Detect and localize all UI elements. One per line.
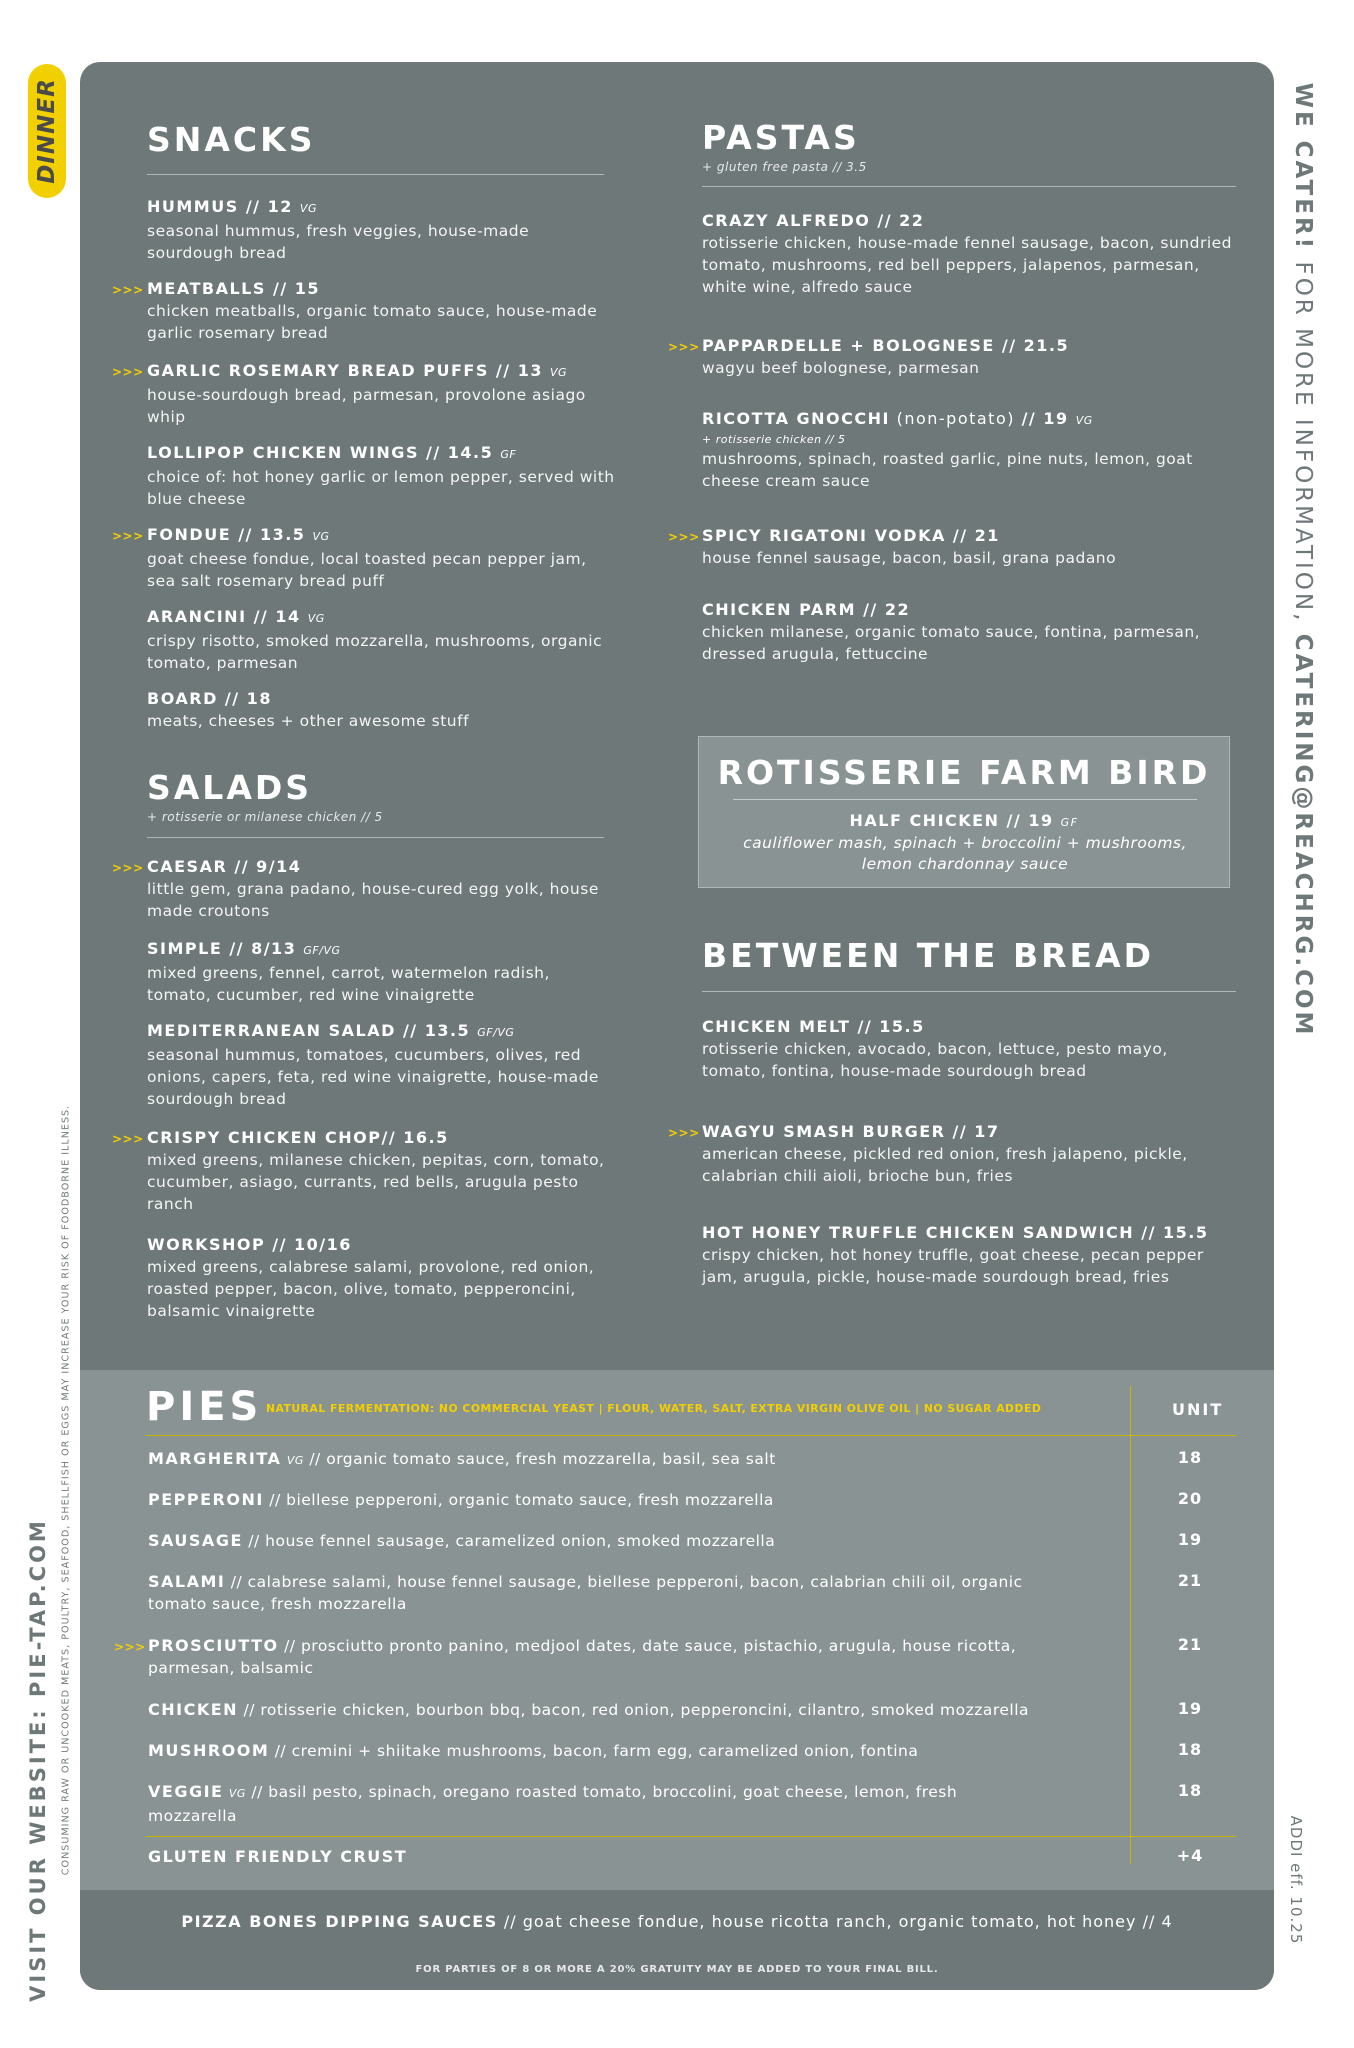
item-name: RICOTTA GNOCCHI [702,409,890,428]
menu-item [702,210,1236,298]
menu-item [147,196,617,264]
pie-desc: // calabrese salami, house fennel sausage, biellese pepperoni, bacon, calabrian chili oil, organic tomato sauce, fresh mozzarella [148,1573,1023,1613]
pie-price: 18 [1177,1448,1203,1467]
salads-rule [147,837,604,838]
rotisserie-box [698,736,1230,888]
footer-panel [80,1890,1274,1990]
pie-desc: // house fennel sausage, caramelized onion, smoked mozzarella [242,1532,776,1550]
pie-price: 20 [1177,1489,1203,1508]
pie-tag: VG [228,1787,246,1800]
item-name: FONDUE // 13.5 [147,525,306,544]
pie-price: 19 [1177,1530,1203,1549]
pie-row [148,1635,1108,1679]
dipping-sauces [80,1912,1274,1931]
featured-arrow: >>> [112,1132,144,1146]
item-tag: GF [500,448,517,461]
pie-name: VEGGIE [148,1782,224,1801]
featured-arrow: >>> [668,530,700,544]
item-tag: VG [299,202,317,215]
pie-desc: // rotisserie chicken, bourbon bbq, bacon, red onion, pepperoncini, cilantro, smoked mozzarella [238,1701,1030,1719]
item-desc: crispy chicken, hot honey truffle, goat cheese, pecan pepper jam, arugula, pickle, house-made sourdough bread, fries [702,1246,1204,1286]
item-desc: mixed greens, milanese chicken, pepitas, corn, tomato, cucumber, asiago, currants, red bells, arugula pesto ranch [147,1151,605,1213]
item-tag: GF/VG [303,944,341,957]
pastas-title: PASTAS [702,118,860,157]
item-desc: goat cheese fondue, local toasted pecan pepper jam, sea salt rosemary bread puff [147,550,587,590]
menu-item [147,524,617,592]
item-name: CAESAR // 9/14 [147,857,302,876]
pastas-note: + gluten free pasta // 3.5 [702,160,867,174]
item-desc: little gem, grana padano, house-cured egg yolk, house made croutons [147,880,599,920]
menu-item [702,599,1236,665]
item-name: LOLLIPOP CHICKEN WINGS // 14.5 [147,443,494,462]
item-tag: VG [550,366,568,379]
gluten-row [148,1846,1148,1868]
item-desc: house fennel sausage, bacon, basil, grana padano [702,549,1117,567]
dinner-tab [28,64,66,198]
website-label: VISIT OUR WEBSITE: PIE-TAP.COM [26,1518,50,2002]
menu-item [147,1127,617,1215]
pie-desc: // cremini + shiitake mushrooms, bacon, farm egg, caramelized onion, fontina [269,1742,919,1760]
pie-row [148,1530,1148,1552]
item-name: CHICKEN PARM // 22 [702,600,911,619]
featured-arrow: >>> [112,529,144,543]
item-desc: choice of: hot honey garlic or lemon pepper, served with blue cheese [147,468,615,508]
menu-item [702,1121,1236,1187]
menu-item [147,1234,617,1322]
item-name: SIMPLE // 8/13 [147,939,297,958]
featured-arrow: >>> [112,283,144,297]
pie-desc: // basil pesto, spinach, oregano roasted tomato, broccolini, goat cheese, lemon, fresh mozzarella [148,1783,958,1825]
featured-arrow: >>> [114,1640,146,1654]
menu-item [147,360,617,428]
rotisserie-rule [733,799,1197,800]
menu-item [702,408,1236,492]
gluten-price: +4 [1176,1846,1204,1865]
item-name: PAPPARDELLE + BOLOGNESE // 21.5 [702,336,1070,355]
catering-info [1290,83,1316,1038]
item-price: // 19 [1021,409,1069,428]
pie-name: PEPPERONI [148,1490,264,1509]
featured-arrow: >>> [668,340,700,354]
pastas-rule [702,186,1236,187]
menu-item [702,335,1236,379]
bones-name: PIZZA BONES DIPPING SAUCES [181,1912,498,1931]
item-tag: VG [1075,414,1093,427]
menu-item [147,938,617,1006]
pie-row [148,1489,1148,1511]
version-label: ADDI eff. 10.25 [1287,1815,1305,1945]
menu-card [80,62,1274,1990]
snacks-rule [147,174,604,175]
pie-tag: VG [286,1454,304,1467]
item-name: SPICY RIGATONI VODKA // 21 [702,526,1000,545]
pie-name: PROSCIUTTO [148,1636,279,1655]
menu-item [147,1020,617,1110]
salads-title: SALADS [147,768,313,807]
gratuity-note: FOR PARTIES OF 8 OR MORE A 20% GRATUITY MAY BE ADDED TO YOUR FINAL BILL. [415,1964,939,1975]
item-tag: GF/VG [477,1026,515,1039]
gluten-label: GLUTEN FRIENDLY CRUST [148,1847,408,1866]
cater-mid: FOR MORE INFORMATION, [1290,251,1316,634]
pies-header-rule [146,1435,1236,1436]
rotisserie-tag: GF [1060,816,1079,829]
item-name: ARANCINI // 14 [147,607,301,626]
pie-price: 19 [1177,1699,1203,1718]
item-desc: rotisserie chicken, house-made fennel sausage, bacon, sundried tomato, mushrooms, red bell peppers, jalapenos, parmesan, white wine, alfredo sauce [702,234,1233,296]
featured-arrow: >>> [668,1126,700,1140]
menu-item [702,525,1236,569]
item-desc: meats, cheeses + other awesome stuff [147,712,470,730]
item-name: BOARD // 18 [147,689,272,708]
pies-tagline: NATURAL FERMENTATION: NO COMMERCIAL YEAST | FLOUR, WATER, SALT, EXTRA VIRGIN OLIVE OIL | NO SUGAR ADDED [266,1402,1042,1415]
item-desc: mixed greens, calabrese salami, provolone, red onion, roasted pepper, bacon, olive, tomato, pepperoncini, balsamic vinaigrette [147,1258,595,1320]
pie-price: 21 [1177,1571,1203,1590]
snacks-title: SNACKS [147,120,316,159]
item-name: CRAZY ALFREDO // 22 [702,211,925,230]
menu-item [147,856,617,922]
featured-arrow: >>> [112,861,144,875]
item-desc: chicken meatballs, organic tomato sauce, house-made garlic rosemary bread [147,302,598,342]
item-name: MEATBALLS // 15 [147,279,320,298]
menu-item [147,442,617,510]
menu-item [702,1016,1236,1082]
pie-desc: // organic tomato sauce, fresh mozzarella, basil, sea salt [303,1450,776,1468]
pie-row [148,1571,1048,1615]
item-name: CRISPY CHICKEN CHOP// 16.5 [147,1128,449,1147]
rotisserie-desc: cauliflower mash, spinach + broccolini + mushrooms, lemon chardonnay sauce [743,834,1187,873]
pie-price: 21 [1177,1635,1203,1654]
pie-name: SALAMI [148,1572,226,1591]
pie-name: CHICKEN [148,1700,239,1719]
pie-name: SAUSAGE [148,1531,243,1550]
cater-email: CATERING@REACHRG.COM [1290,633,1316,1038]
pie-row [148,1781,1008,1827]
item-name: MEDITERRANEAN SALAD // 13.5 [147,1021,471,1040]
pie-desc: // biellese pepperoni, organic tomato sauce, fresh mozzarella [263,1491,774,1509]
dinner-tab-label: DINNER [34,78,60,184]
gluten-rule [146,1836,1236,1837]
pie-name: MARGHERITA [148,1449,282,1468]
item-desc: mixed greens, fennel, carrot, watermelon radish, tomato, cucumber, red wine vinaigrette [147,964,550,1004]
pie-desc: // prosciutto pronto panino, medjool dates, date sauce, pistachio, arugula, house ricotta, parmesan, balsamic [148,1637,1017,1677]
item-desc: crispy risotto, smoked mozzarella, mushrooms, organic tomato, parmesan [147,632,603,672]
pie-name: MUSHROOM [148,1741,270,1760]
item-name: GARLIC ROSEMARY BREAD PUFFS // 13 [147,361,543,380]
item-desc: seasonal hummus, fresh veggies, house-made sourdough bread [147,222,530,262]
item-name: HOT HONEY TRUFFLE CHICKEN SANDWICH // 15.5 [702,1223,1209,1242]
pie-row [148,1448,1148,1472]
unit-header: UNIT [1172,1400,1224,1419]
item-paren: (non-potato) [889,409,1022,428]
item-desc: seasonal hummus, tomatoes, cucumbers, olives, red onions, capers, feta, red wine vinaigrette, house-made sourdough bread [147,1046,599,1108]
item-desc: house-sourdough bread, parmesan, provolone asiago whip [147,386,586,426]
item-desc: rotisserie chicken, avocado, bacon, lettuce, pesto mayo, tomato, fontina, house-made sourdough bread [702,1040,1168,1080]
pies-title: PIES [146,1384,263,1430]
menu-item [147,606,617,674]
pie-price: 18 [1177,1740,1203,1759]
rotisserie-item-name: HALF CHICKEN // 19 [849,811,1054,830]
rotisserie-title: ROTISSERIE FARM BIRD [717,753,1211,792]
item-name: WORKSHOP // 10/16 [147,1235,352,1254]
bread-title: BETWEEN THE BREAD [702,936,1154,975]
bread-rule [702,991,1236,992]
salads-note: + rotisserie or milanese chicken // 5 [147,810,383,824]
item-tag: VG [312,530,330,543]
item-tag: VG [307,612,325,625]
item-desc: wagyu beef bolognese, parmesan [702,359,980,377]
item-sub: + rotisserie chicken // 5 [702,433,846,446]
pie-row [148,1740,1148,1762]
pie-row [148,1699,1148,1721]
menu-item [702,1222,1236,1288]
menu-item [147,278,617,344]
item-desc: mushrooms, spinach, roasted garlic, pine nuts, lemon, goat cheese cream sauce [702,450,1193,490]
menu-item [147,688,617,732]
featured-arrow: >>> [112,365,144,379]
item-name: HUMMUS // 12 [147,197,293,216]
item-desc: chicken milanese, organic tomato sauce, fontina, parmesan, dressed arugula, fettuccine [702,623,1201,663]
pie-price: 18 [1177,1781,1203,1800]
item-name: CHICKEN MELT // 15.5 [702,1017,925,1036]
item-desc: american cheese, pickled red onion, fresh jalapeno, pickle, calabrian chili aioli, brioche bun, fries [702,1145,1188,1185]
consumption-warning: CONSUMING RAW OR UNCOOKED MEATS, POULTRY, SEAFOOD, SHELLFISH OR EGGS MAY INCREASE YOUR RISK OF FOODBORNE ILLNESS. [60,1104,72,1876]
bones-desc: // goat cheese fondue, house ricotta ranch, organic tomato, hot honey // 4 [497,1912,1173,1931]
cater-bold: WE CATER! [1290,82,1316,252]
item-name: WAGYU SMASH BURGER // 17 [702,1122,1000,1141]
